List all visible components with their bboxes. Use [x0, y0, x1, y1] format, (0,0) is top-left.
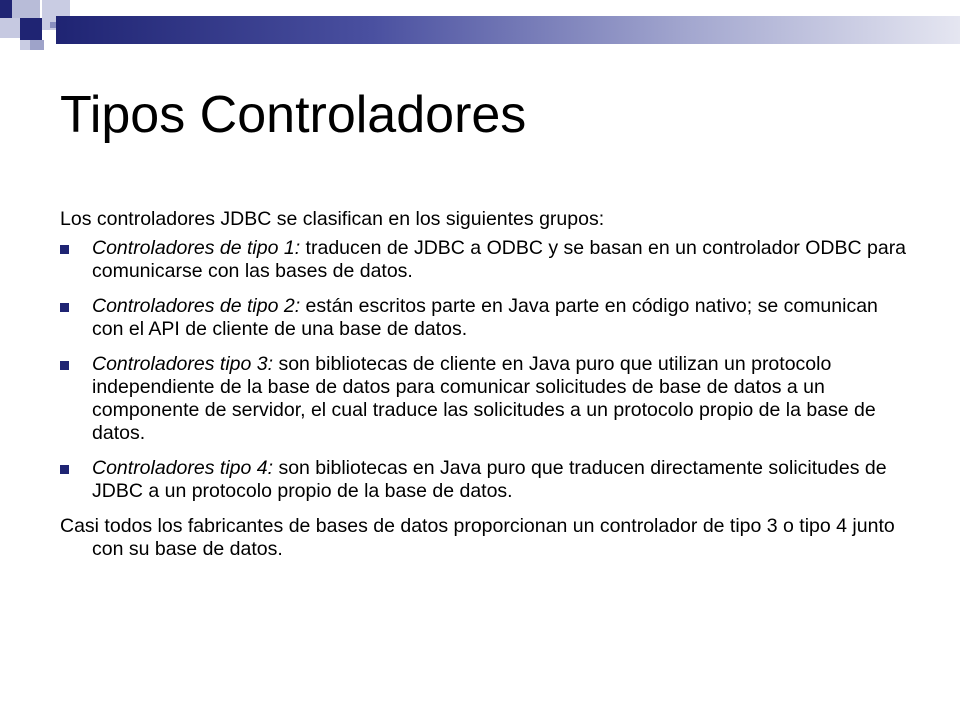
decorative-square — [0, 0, 12, 18]
item-text: están escritos parte en Java parte en código nativo; se comunican con el API de cliente de una base de datos. — [92, 295, 878, 340]
item-lead: Controladores de tipo 1: — [92, 237, 301, 259]
square-bullet-icon — [60, 245, 69, 254]
bullet-list — [60, 237, 908, 503]
item-text: son bibliotecas de cliente en Java puro que utilizan un protocolo independiente de la base de datos para comunicar solicitudes de base de datos a un componente de servidor, el cual traduce las solicitudes a un protocolo propio de la base de datos. — [92, 353, 876, 444]
item-text: son bibliotecas en Java puro que traducen directamente solicitudes de JDBC a un protocolo propio de la base de datos. — [92, 457, 887, 502]
list-item — [60, 457, 908, 503]
item-lead: Controladores tipo 4: — [92, 457, 274, 479]
header-gradient-bar — [56, 16, 960, 44]
square-bullet-icon — [60, 361, 69, 370]
decorative-square — [12, 0, 40, 18]
list-item — [60, 295, 908, 341]
item-lead: Controladores tipo 3: — [92, 353, 274, 375]
list-item — [60, 237, 908, 283]
decorative-square — [30, 40, 44, 50]
square-bullet-icon — [60, 303, 69, 312]
slide-body — [60, 208, 908, 567]
list-item — [60, 353, 908, 445]
square-bullet-icon — [60, 465, 69, 474]
decorative-square — [20, 18, 42, 40]
decorative-square — [20, 40, 30, 50]
item-lead: Controladores de tipo 2: — [92, 295, 301, 317]
decorative-square — [0, 18, 20, 38]
closing-paragraph: Casi todos los fabricantes de bases de datos proporcionan un controlador de tipo 3 o tipo 4 junto con su base de datos. — [60, 515, 895, 560]
item-text: traducen de JDBC a ODBC y se basan en un controlador ODBC para comunicarse con las bases de datos. — [92, 237, 907, 282]
slide-title: Tipos Controladores — [60, 86, 527, 144]
intro-paragraph: Los controladores JDBC se clasifican en los siguientes grupos: — [60, 208, 605, 230]
